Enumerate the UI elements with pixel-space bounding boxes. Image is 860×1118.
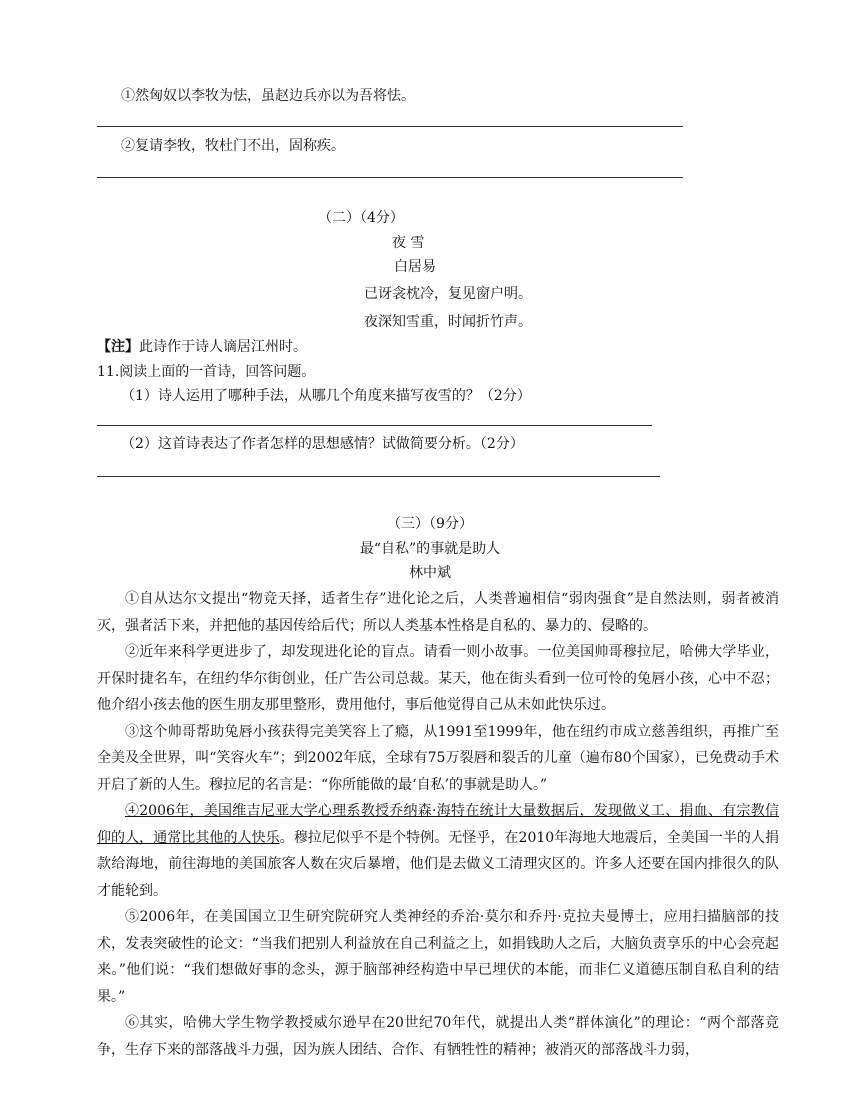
poem-line-2: 夜深知雪重，时闻折竹声。	[364, 314, 532, 330]
poem-title: 夜 雪	[392, 235, 425, 251]
underlined-sentence: ④2006年，美国维吉尼亚大学心理系教授乔纳森·海特在统计大量数据后，发现做义工、捐血、有宗教信仰的人，通常比其他的人快乐	[97, 803, 779, 846]
paragraph-4	[97, 798, 779, 904]
poem-line-1: 已讶衾枕冷，复见窗户明。	[364, 286, 532, 302]
paragraph-1: ①自从达尔文提出“物竞天择，适者生存”进化论之后，人类普遍相信“弱肉强食”是自然法则，弱者被消灭，强者活下来，并把他的基因传给后代；所以人类基本性格是自私的、暴力的、侵略的。	[97, 591, 779, 634]
translate-sentence-2: ②复请李牧，牧杜门不出，固称疾。	[121, 138, 345, 154]
poem-note	[97, 337, 307, 357]
note-label: 【注】	[97, 339, 139, 355]
section-2-header: （二）（4分）	[318, 210, 404, 226]
question-11-sub-1: （1）诗人运用了哪种手法，从哪几个角度来描写夜雪的？（2分）	[121, 388, 531, 404]
paragraph-6: ⑥其实，哈佛大学生物学教授威尔逊早在20世纪70年代，就提出人类“群体演化”的理论：“两个部落竞争，生存下来的部落战斗力强，因为族人团结、合作、有牺牲性的精神；被消灭的部落战斗力弱，	[97, 1015, 779, 1058]
poem-author: 白居易	[394, 259, 436, 275]
article-body	[97, 586, 779, 1063]
answer-line-1[interactable]	[97, 126, 683, 127]
question-11: 11.阅读上面的一首诗，回答问题。	[97, 364, 316, 380]
answer-line-3[interactable]	[97, 425, 652, 426]
answer-line-4[interactable]	[97, 476, 660, 477]
article-title: 最“自私”的事就是助人	[359, 541, 501, 557]
answer-line-2[interactable]	[97, 177, 683, 178]
translate-sentence-1: ①然匈奴以李牧为怯，虽赵边兵亦以为吾将怯。	[121, 88, 415, 104]
note-text: 此诗作于诗人谪居江州时。	[139, 339, 307, 355]
article-author: 林中斌	[409, 565, 451, 581]
question-11-sub-2: （2）这首诗表达了作者怎样的思想感情？试做简要分析。（2分）	[121, 436, 524, 452]
paragraph-4-rest: 。穆拉尼似乎不是个特例。无怪乎，在2010年海地大地震后，全美国一半的人捐款给海地，前往海地的美国旅客人数在灾后暴增，他们是去做义工清理灾区的。许多人还要在国内排很久的队才能轮到。	[97, 829, 779, 899]
paragraph-3: ③这个帅哥帮助兔唇小孩获得完美笑容上了瘾，从1991至1999年，他在纽约市成立慈善组织，再推广至全美及全世界，叫“笑容火车”；到2002年底，全球有75万裂唇和裂舌的儿童（遍布80个国家），已免费动手术开启了新的人生。穆拉尼的名言是：“你所能做的最‘自私’的事就是助人。”	[97, 723, 779, 793]
section-3-header: （三）（9分）	[387, 516, 473, 532]
paragraph-5: ⑤2006年，在美国国立卫生研究院研究人类神经的乔治·莫尔和乔丹·克拉夫曼博士，应用扫描脑部的技术，发表突破性的论文：“当我们把别人利益放在自己利益之上，如捐钱助人之后，大脑负责享乐的中心会亮起来。”他们说：“我们想做好事的念头，源于脑部神经构造中早已埋伏的本能，而非仁义道德压制自私自利的结果。”	[97, 909, 779, 1005]
paragraph-2: ②近年来科学更进步了，却发现进化论的盲点。请看一则小故事。一位美国帅哥穆拉尼，哈佛大学毕业，开保时捷名车，在纽约华尔街创业，任广告公司总裁。某天，他在街头看到一位可怜的兔唇小孩，心中不忍；他介绍小孩去他的医生朋友那里整形，费用他付，事后他觉得自己从未如此快乐过。	[97, 644, 779, 713]
